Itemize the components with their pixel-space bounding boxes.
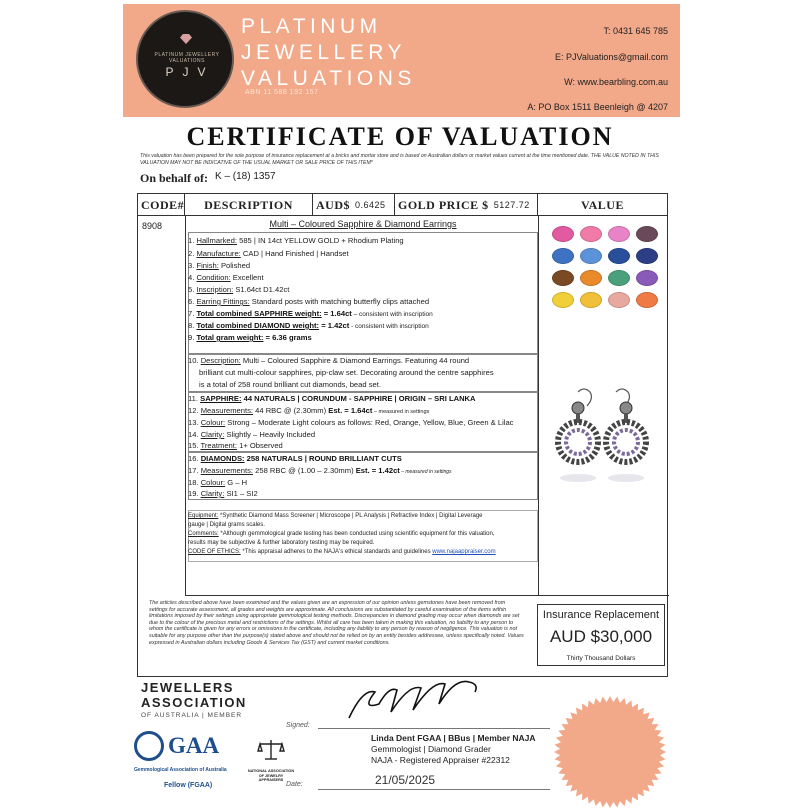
val: 258 NATURALS | ROUND BRILLIANT CUTS xyxy=(244,454,402,463)
naja-text: NATIONAL ASSOCIATION OF JEWELRY APPRAISERS xyxy=(247,769,295,782)
val: 258 RBC @ (1.00 – 2.30mm) xyxy=(253,466,354,475)
colour-swatch xyxy=(580,226,602,242)
insurance-value: AUD $30,000 xyxy=(549,627,653,646)
insurance-label: Insurance Replacement xyxy=(542,609,660,621)
key: Equipment: xyxy=(188,513,219,519)
equipment-note: gauge | Digital grams scales. xyxy=(188,522,265,528)
val: Strong – Moderate Light colours as follows: Red, Orange, Yellow, Blue, Green & Lilac xyxy=(225,418,514,427)
ja-line: ASSOCIATION xyxy=(141,695,247,710)
colour-swatch xyxy=(608,292,630,308)
note: - consistent with inscription xyxy=(349,323,429,330)
pjv-logo xyxy=(136,10,234,108)
appraiser-role: Gemmologist | Diamond Grader xyxy=(371,744,491,754)
key: Comments: xyxy=(188,531,219,537)
ethics-note xyxy=(188,549,496,555)
val: Multi – Coloured Sapphire & Diamond Earrings. Featuring 44 round xyxy=(240,356,470,365)
num: 8. xyxy=(188,321,195,330)
val: = 6.36 grams xyxy=(263,333,312,342)
val: 585 | IN 14ct YELLOW GOLD + Rhodium Plating xyxy=(236,236,404,245)
num: 5. xyxy=(188,285,195,294)
colour-swatch xyxy=(636,248,658,264)
val: 44 RBC @ (2.30mm) xyxy=(253,406,327,415)
seal-shape xyxy=(554,696,666,808)
val: 1+ Observed xyxy=(236,441,283,450)
val: 44 NATURALS | CORUNDUM - SAPPHIRE | ORIGIN – SRI LANKA xyxy=(241,394,476,403)
date-label: Date: xyxy=(286,781,303,788)
insurance-value-words: Thirty Thousand Dollars xyxy=(566,655,636,662)
contact-email: E: PJValuations@gmail.com xyxy=(554,52,668,62)
sapphire-colour-swatches xyxy=(552,226,662,308)
val: = 1.64ct xyxy=(321,309,352,318)
equipment-note xyxy=(188,513,483,519)
contact-website: W: www.bearbling.com.au xyxy=(564,77,668,87)
sapphire-line xyxy=(188,418,513,427)
num: 9. xyxy=(188,333,195,342)
key: Inscription: xyxy=(196,285,234,294)
colour-swatch xyxy=(608,226,630,242)
diamond-line xyxy=(188,489,258,498)
colour-swatch xyxy=(552,270,574,286)
sapphire-line xyxy=(188,441,283,450)
appraiser-name: Linda Dent FGAA | BBus | Member NAJA xyxy=(371,733,536,743)
page-title: CERTIFICATE OF VALUATION xyxy=(186,122,614,151)
num: 17. xyxy=(188,466,199,475)
key: DIAMONDS: xyxy=(200,454,245,463)
key: CODE OF ETHICS: xyxy=(188,549,241,555)
ja-member-line: OF AUSTRALIA | MEMBER xyxy=(141,712,243,719)
key: Condition: xyxy=(196,273,231,282)
colour-swatch xyxy=(580,270,602,286)
naja-link[interactable]: www.najaappraiser.com xyxy=(432,549,496,555)
colour-swatch xyxy=(636,226,658,242)
num: 12. xyxy=(188,406,199,415)
detail-line xyxy=(188,333,312,342)
aud-rate: 0.6425 xyxy=(355,200,386,210)
num: 4. xyxy=(188,273,195,282)
value-header: VALUE xyxy=(581,197,624,212)
gaa-subtitle: Gemmological Association of Australia xyxy=(134,767,227,773)
signed-label: Signed: xyxy=(286,722,310,729)
note: – measured in settings xyxy=(372,409,430,415)
jewellers-association-logo xyxy=(141,680,247,719)
num: 19. xyxy=(188,489,199,498)
key: Clarity: xyxy=(200,489,225,498)
certificate-seal xyxy=(554,696,666,808)
sapphire-line xyxy=(188,406,429,415)
val: Slightly – Heavily Included xyxy=(224,430,316,439)
ja-line: JEWELLERS xyxy=(141,680,234,695)
company-name xyxy=(241,14,416,92)
diamond-line xyxy=(188,466,452,475)
key: Measurements: xyxy=(200,466,254,475)
item-title: Multi – Coloured Sapphire & Diamond Earrings xyxy=(269,219,457,229)
estimate: Est. = 1.64ct xyxy=(326,406,373,415)
sapphire-line xyxy=(188,430,315,439)
key: Colour: xyxy=(200,418,226,427)
val: CAD | Hand Finished | Handset xyxy=(240,249,349,258)
key: Clarity: xyxy=(200,430,225,439)
aud-header xyxy=(313,194,395,216)
appraiser-registration: NAJA - Registered Appraiser #22312 xyxy=(371,755,510,765)
brand-line: VALUATIONS xyxy=(241,67,416,90)
colour-swatch xyxy=(552,248,574,264)
val: *Synthetic Diamond Mass Screener | Microscope | PL Analysis | Refractive Index | Digital Leverage xyxy=(218,513,483,519)
key: Manufacture: xyxy=(196,249,241,258)
num: 3. xyxy=(188,261,195,270)
key: Hallmarked: xyxy=(196,236,237,245)
detail-line xyxy=(188,297,429,306)
colour-swatch xyxy=(608,270,630,286)
on-behalf-label: On behalf of: xyxy=(140,171,209,185)
colour-swatch xyxy=(636,292,658,308)
comments-note xyxy=(188,531,495,537)
val: SI1 – SI2 xyxy=(224,489,258,498)
column-divider xyxy=(185,216,186,596)
contact-phone: T: 0431 645 785 xyxy=(603,26,668,36)
letterhead-banner xyxy=(123,4,680,117)
description-line: is a total of 258 round brilliant cut diamonds, bead set. xyxy=(199,380,381,389)
detail-line xyxy=(188,273,264,282)
estimate: Est. = 1.42ct xyxy=(353,466,400,475)
colour-swatch xyxy=(608,248,630,264)
signature-line xyxy=(318,728,550,729)
num: 13. xyxy=(188,418,199,427)
val: *Although gemmological grade testing has been conducted using scientific equipment for this valuation, xyxy=(218,531,495,537)
detail-line xyxy=(188,249,349,258)
description-line xyxy=(188,356,469,365)
gaa-emblem-icon xyxy=(134,731,164,761)
brand-line: JEWELLERY xyxy=(241,41,406,64)
gaa-text: GAA xyxy=(168,733,220,758)
key: Total gram weight: xyxy=(196,333,264,342)
num: 11. xyxy=(188,394,198,403)
earrings-photo xyxy=(548,386,658,486)
diamond-heading xyxy=(188,454,402,463)
detail-line xyxy=(188,236,404,245)
detail-line xyxy=(188,285,289,294)
naja-logo xyxy=(246,738,296,783)
val: *This appraisal adheres to the NAJA's ethical standards and guidelines xyxy=(240,549,433,555)
key: Measurements: xyxy=(200,406,254,415)
gold-price-header xyxy=(395,194,538,216)
num: 10. xyxy=(188,356,199,365)
val: Standard posts with matching butterfly clips attached xyxy=(249,297,430,306)
comments-note: results may be subjective & further laboratory testing may be required. xyxy=(188,540,375,546)
item-code: 8908 xyxy=(142,221,163,231)
gold-label: GOLD PRICE $ xyxy=(398,197,489,212)
colour-swatch xyxy=(580,292,602,308)
num: 7. xyxy=(188,309,195,318)
insurance-box xyxy=(537,604,665,666)
colour-swatch xyxy=(552,292,574,308)
colour-swatch xyxy=(636,270,658,286)
detail-line xyxy=(188,309,433,318)
num: 1. xyxy=(188,236,195,245)
terms-fine-print: The articles described above have been examined and the values given are an expression of our opinion unless gemstones have been removed from settings for accurate assessment, all grades and weights are approximate. All conclusions are substantiated by careful examination of the items within limitations imposed by their settings using appropriate gemmological testing methods. Discrepancies in diamond grading may occur when diamonds are set due to the colour of the precious metal and restrictions of the settings. Whilst all care has been taken in making this valuation, no liability to any person to whom the certificate is given for any errors or omissions in the certificate, including any liability to any person by reason of negligence. This valuation is not suitable for any purpose other than the purpose(s) stated above and should not be relied on by an entity besides addressee, unless specifically noted. Values expressed in Australian dollars including Goods & Services Tax (GST) and current market conditions. xyxy=(149,600,524,646)
val: Polished xyxy=(218,261,251,270)
code-header: CODE# xyxy=(138,194,185,216)
brand-line: PLATINUM xyxy=(241,15,382,38)
gem-icon xyxy=(180,34,192,44)
note: – measured in settings xyxy=(399,469,452,475)
gold-price: 5127.72 xyxy=(493,200,530,210)
valuation-disclaimer: This valuation has been prepared for the sole purpose of insurance replacement at a bricks and mortar store and is based on Australian dollars or market values current at the time mentioned date. THE VALUE NOTED IN THIS VALUATION MAY NOT BE INDICATIVE OF THE USUAL MARKET OR SALE PRICE OF THIS ITEM* xyxy=(140,153,659,166)
on-behalf-value: K – (18) 1357 xyxy=(215,171,276,182)
sapphire-heading xyxy=(188,394,476,403)
date-line xyxy=(318,789,550,790)
val: = 1.42ct xyxy=(319,321,350,330)
right-earring xyxy=(606,402,646,462)
colour-swatch xyxy=(580,248,602,264)
num: 16. xyxy=(188,454,199,463)
num: 2. xyxy=(188,249,195,258)
key: Total combined DIAMOND weight: xyxy=(196,321,320,330)
num: 14. xyxy=(188,430,199,439)
valuation-date: 21/05/2025 xyxy=(375,773,436,787)
description-line: brilliant cut multi-colour sapphires, pip-claw set. Decorating around the centre sapphires xyxy=(199,368,494,377)
key: Earring Fittings: xyxy=(196,297,250,306)
abn-number: ABN 11 588 192 157 xyxy=(245,89,319,96)
aud-label: AUD$ xyxy=(316,197,350,212)
val: Excellent xyxy=(230,273,264,282)
row-divider xyxy=(185,595,669,596)
num: 15. xyxy=(188,441,199,450)
key: Treatment: xyxy=(200,441,237,450)
val: G – H xyxy=(225,478,248,487)
scales-icon xyxy=(256,738,286,762)
note: – consistent with inscription xyxy=(351,311,433,318)
val: S1.64ct D1.42ct xyxy=(233,285,290,294)
key: Finish: xyxy=(196,261,219,270)
contact-address: A: PO Box 1511 Beenleigh @ 4207 xyxy=(527,102,668,112)
description-header: DESCRIPTION xyxy=(185,194,313,216)
diamond-line xyxy=(188,478,247,487)
table-header-row xyxy=(138,194,667,216)
colour-swatch xyxy=(552,226,574,242)
signature xyxy=(345,680,495,724)
detail-line xyxy=(188,261,250,270)
detail-line xyxy=(188,321,429,330)
num: 6. xyxy=(188,297,195,306)
num: 18. xyxy=(188,478,199,487)
column-divider xyxy=(538,216,539,596)
logo-mark: PJV xyxy=(165,65,215,79)
key: Total combined SAPPHIRE weight: xyxy=(196,309,322,318)
left-earring xyxy=(558,402,598,462)
key: Description: xyxy=(200,356,241,365)
key: Colour: xyxy=(200,478,226,487)
logo-caption: PLATINUM JEWELLERY VALUATIONS xyxy=(154,52,220,64)
gaa-fellow: Fellow (FGAA) xyxy=(164,782,213,789)
key: SAPPHIRE: xyxy=(200,394,242,403)
